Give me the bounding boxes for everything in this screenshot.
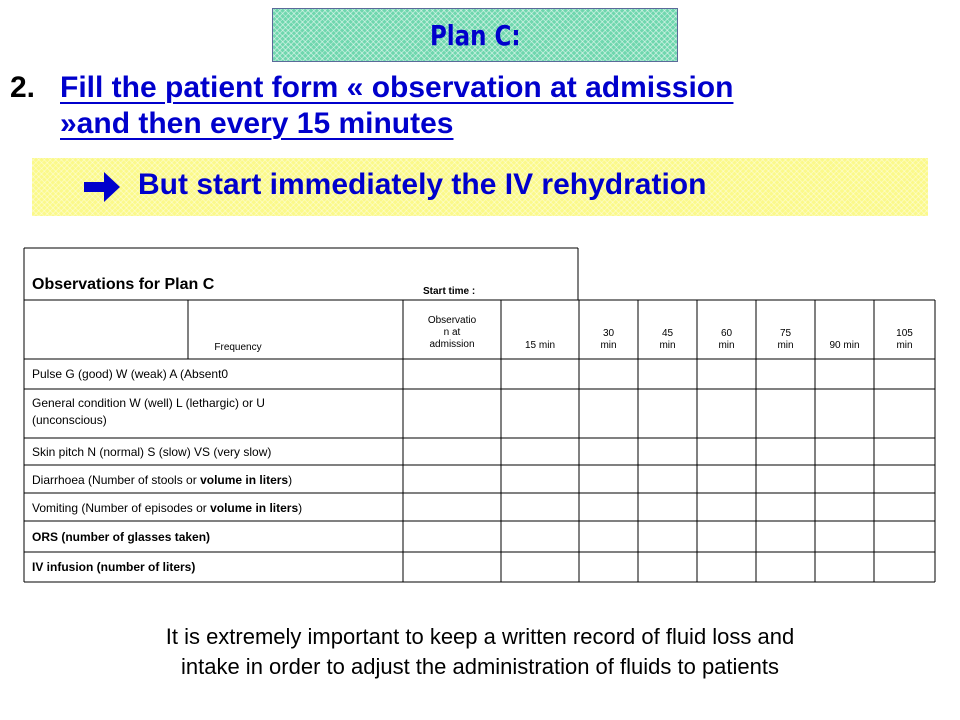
footer-line-2: intake in order to adjust the administration of fluids to patients <box>180 654 779 679</box>
row-general-condition: General condition W (well) L (lethargic) or U (unconscious) <box>32 396 265 427</box>
header-105min: 105 min <box>896 328 913 351</box>
header-observation: Observatio n at admission <box>427 315 477 350</box>
header-15min: 15 min <box>524 340 555 351</box>
plan-title: Plan C: <box>429 18 521 52</box>
header-60min: 60 min <box>718 328 735 351</box>
instruction-text: Fill the patient form « observation at admission »and then every 15 minutes <box>60 71 734 140</box>
row-vomiting: Vomiting (Number of episodes or volume in liters) <box>32 501 303 515</box>
start-time-label: Start time : <box>423 286 476 297</box>
instruction-number: 2. <box>10 71 36 104</box>
header-75min: 75 min <box>777 328 794 351</box>
row-pulse: Pulse G (good) W (weak) A (Absent0 <box>32 367 229 381</box>
banner-text: But start immediately the IV rehydration <box>138 168 707 201</box>
header-90min: 90 min <box>829 340 860 351</box>
header-45min: 45 min <box>659 328 676 351</box>
table-title: Observations for Plan C <box>32 276 215 293</box>
header-30min: 30 min <box>600 328 617 351</box>
row-diarrhoea: Diarrhoea (Number of stools or volume in liters) <box>32 473 293 487</box>
row-iv-infusion: IV infusion (number of liters) <box>32 560 196 574</box>
row-ors: ORS (number of glasses taken) <box>32 530 211 544</box>
row-skin-pitch: Skin pitch N (normal) S (slow) VS (very slow) <box>32 445 272 459</box>
header-frequency: Frequency <box>214 342 262 353</box>
footer-note <box>40 622 920 682</box>
footer-line-1: It is extremely important to keep a written record of fluid loss and <box>165 624 795 649</box>
